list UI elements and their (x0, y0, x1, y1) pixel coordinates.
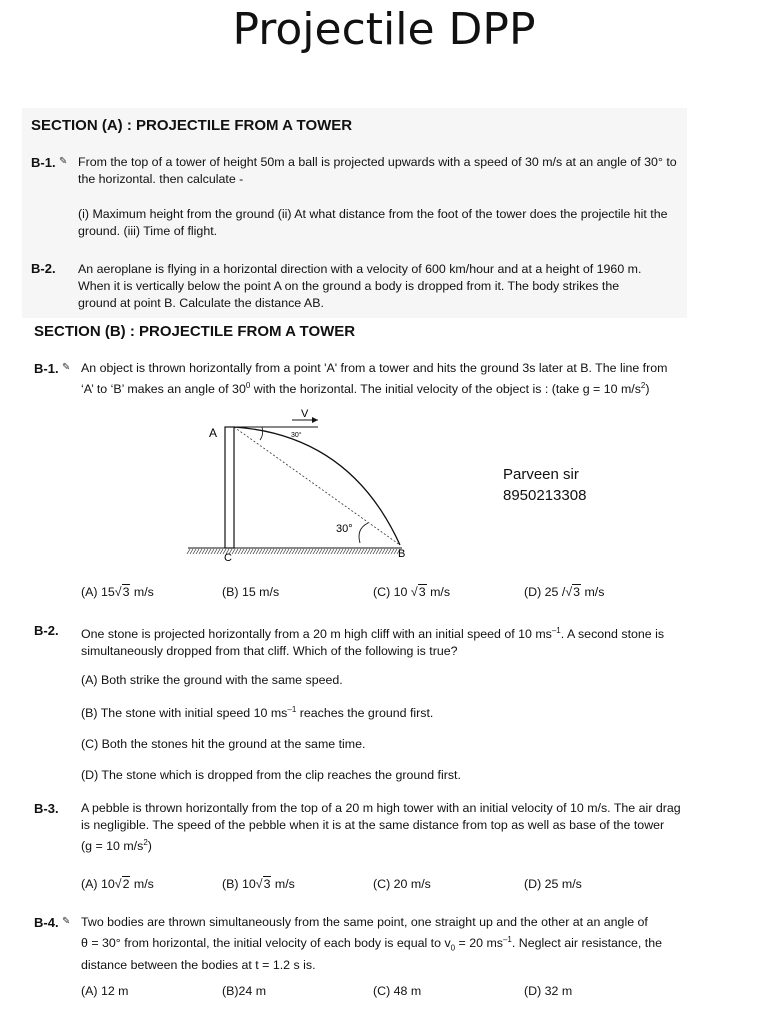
hatch-line (286, 549, 289, 554)
question-text: Two bodies are thrown simultaneously from the same point, one straight up and the other at an angle of θ = 30° from horizontal, the initial velocity of each body is equal to $v_0 = 20$ $ms^{-1}$. Neglect air resistance, the distance between the bodies at t = 1.2 s is. (81, 915, 663, 972)
question-number: B-3. (34, 801, 59, 816)
hatch-line (277, 549, 280, 554)
hatch-line (394, 549, 397, 554)
ground-hatch (187, 548, 402, 554)
hatch-line (187, 549, 190, 554)
option-d: (D) The stone which is dropped from the clip reaches the ground first. (81, 768, 461, 782)
option-a: (A) 10√2 m/s (81, 877, 154, 891)
hatch-line (373, 549, 376, 554)
option-d: (D) 25 /√3 m/s (524, 585, 605, 599)
hatch-line (247, 549, 250, 554)
hatch-line (232, 549, 235, 554)
hatch-line (367, 549, 370, 554)
label-c: C (224, 552, 232, 564)
hatch-line (193, 549, 196, 554)
hatch-line (301, 549, 304, 554)
question-number: B-1. (31, 155, 56, 170)
label-angle-top: 30° (291, 432, 302, 439)
hatch-line (331, 549, 334, 554)
question-number: B-2. (31, 261, 56, 276)
hatch-line (346, 549, 349, 554)
hatch-line (271, 549, 274, 554)
hatch-line (316, 549, 319, 554)
option-b: (B)24 m (222, 984, 267, 998)
option-c: (C) 48 m (373, 984, 422, 998)
pen-icon: ✎ (62, 362, 71, 373)
hatch-line (364, 549, 367, 554)
section-a-heading: SECTION (A) : PROJECTILE FROM A TOWER (31, 117, 353, 134)
arrowhead-icon (312, 417, 318, 423)
hatch-line (358, 549, 361, 554)
option-a: (A) 15√3 m/s (81, 585, 154, 599)
hatch-line (385, 549, 388, 554)
question-text: From the top of a tower of height 50m a ball is projected upwards with a speed of 30 m/s at an angle of 30° to the horizontal. then calculate - (78, 155, 677, 186)
hatch-line (235, 549, 238, 554)
option-d: (D) 32 m (524, 984, 573, 998)
hatch-line (241, 549, 244, 554)
page-title: Projectile DPP (232, 4, 536, 55)
hatch-line (262, 549, 265, 554)
hatch-line (259, 549, 262, 554)
label-b: B (398, 548, 406, 560)
hatch-line (211, 549, 214, 554)
question-subparts: (i) Maximum height from the ground (ii) At what distance from the foot of the tower does the projectile hit the ground. (iii) Time of flight. (78, 207, 668, 238)
hatch-line (376, 549, 379, 554)
hatch-line (208, 549, 211, 554)
hatch-line (328, 549, 331, 554)
hatch-line (220, 549, 223, 554)
question-number: B-4. (34, 915, 59, 930)
hatch-line (196, 549, 199, 554)
hatch-line (295, 549, 298, 554)
hatch-line (325, 549, 328, 554)
hatch-line (250, 549, 253, 554)
hatch-line (202, 549, 205, 554)
hatch-line (199, 549, 202, 554)
option-b: (B) 15 m/s (222, 585, 280, 599)
tower (225, 427, 234, 548)
question-text: One stone is projected horizontally from a 20 m high cliff with an initial speed of 10 $ms^{-1}$. A second stone is simultaneously dropped from that cliff. Which of the following is true? (81, 626, 665, 659)
label-v: V (301, 408, 309, 420)
question-text: An aeroplane is flying in a horizontal direction with a velocity of 600 km/hour and at a height of 1960 m. When it is vertically below the point A on the ground a body is dropped from it. The body strikes the ground at point B. Calculate the distance AB. (78, 262, 642, 310)
hatch-line (289, 549, 292, 554)
question-number: B-2. (34, 623, 59, 638)
option-b: (B) 10√3 m/s (222, 877, 295, 891)
option-d: (D) 25 m/s (524, 877, 582, 891)
hatch-line (298, 549, 301, 554)
option-c: (C) 10 √3 m/s (373, 585, 451, 599)
option-a: (A) Both strike the ground with the same speed. (81, 673, 343, 687)
hatch-line (379, 549, 382, 554)
hatch-line (322, 549, 325, 554)
hatch-line (307, 549, 310, 554)
hatch-line (337, 549, 340, 554)
section-b-heading: SECTION (B) : PROJECTILE FROM A TOWER (34, 323, 356, 340)
hatch-line (361, 549, 364, 554)
hatch-line (268, 549, 271, 554)
angle-arc-bottom (359, 523, 368, 543)
hatch-line (343, 549, 346, 554)
hatch-line (352, 549, 355, 554)
pen-icon: ✎ (59, 156, 68, 167)
projectile-diagram (180, 405, 430, 565)
hatch-line (253, 549, 256, 554)
hatch-line (304, 549, 307, 554)
question-text: An object is thrown horizontally from a point 'A' from a tower and hits the ground 3s later at B. The line from ‘A’ to ‘B’ makes an angle of $30^0$ with the horizontal. The initial velocity of the object is : (take g = 10 $m/s^2$) (81, 361, 668, 397)
hatch-line (340, 549, 343, 554)
author-name: Parveen sir (503, 466, 579, 483)
author-phone: 8950213308 (503, 487, 587, 504)
hatch-line (265, 549, 268, 554)
pen-icon: ✎ (62, 916, 71, 927)
option-c: (C) 20 m/s (373, 877, 431, 891)
hatch-line (238, 549, 241, 554)
hatch-line (274, 549, 277, 554)
hatch-line (355, 549, 358, 554)
hatch-line (391, 549, 394, 554)
hatch-line (280, 549, 283, 554)
option-a: (A) 12 m (81, 984, 129, 998)
label-a: A (209, 426, 218, 440)
question-number: B-1. (34, 361, 59, 376)
hatch-line (292, 549, 295, 554)
angle-arc-top (260, 427, 263, 440)
hatch-line (214, 549, 217, 554)
hatch-line (244, 549, 247, 554)
option-c: (C) Both the stones hit the ground at the same time. (81, 737, 366, 751)
option-b: (B) The stone with initial speed 10 $ms^{-1}$ reaches the ground first. (81, 705, 434, 721)
hatch-line (217, 549, 220, 554)
hatch-line (319, 549, 322, 554)
hatch-line (205, 549, 208, 554)
hatch-line (370, 549, 373, 554)
hatch-line (310, 549, 313, 554)
hatch-line (283, 549, 286, 554)
hatch-line (334, 549, 337, 554)
label-angle-bottom: 30° (336, 523, 353, 535)
hatch-line (388, 549, 391, 554)
hatch-line (256, 549, 259, 554)
hatch-line (382, 549, 385, 554)
author-note (503, 464, 586, 506)
hatch-line (190, 549, 193, 554)
line-a-to-b (234, 427, 400, 545)
hatch-line (313, 549, 316, 554)
hatch-line (349, 549, 352, 554)
question-text: A pebble is thrown horizontally from the top of a 20 m high tower with an initial velocity of 10 m/s. The air drag is negligible. The speed of the pebble when it is at the same distance from top as well as base of the tower (g = 10 $m/s^2$) (81, 801, 681, 854)
